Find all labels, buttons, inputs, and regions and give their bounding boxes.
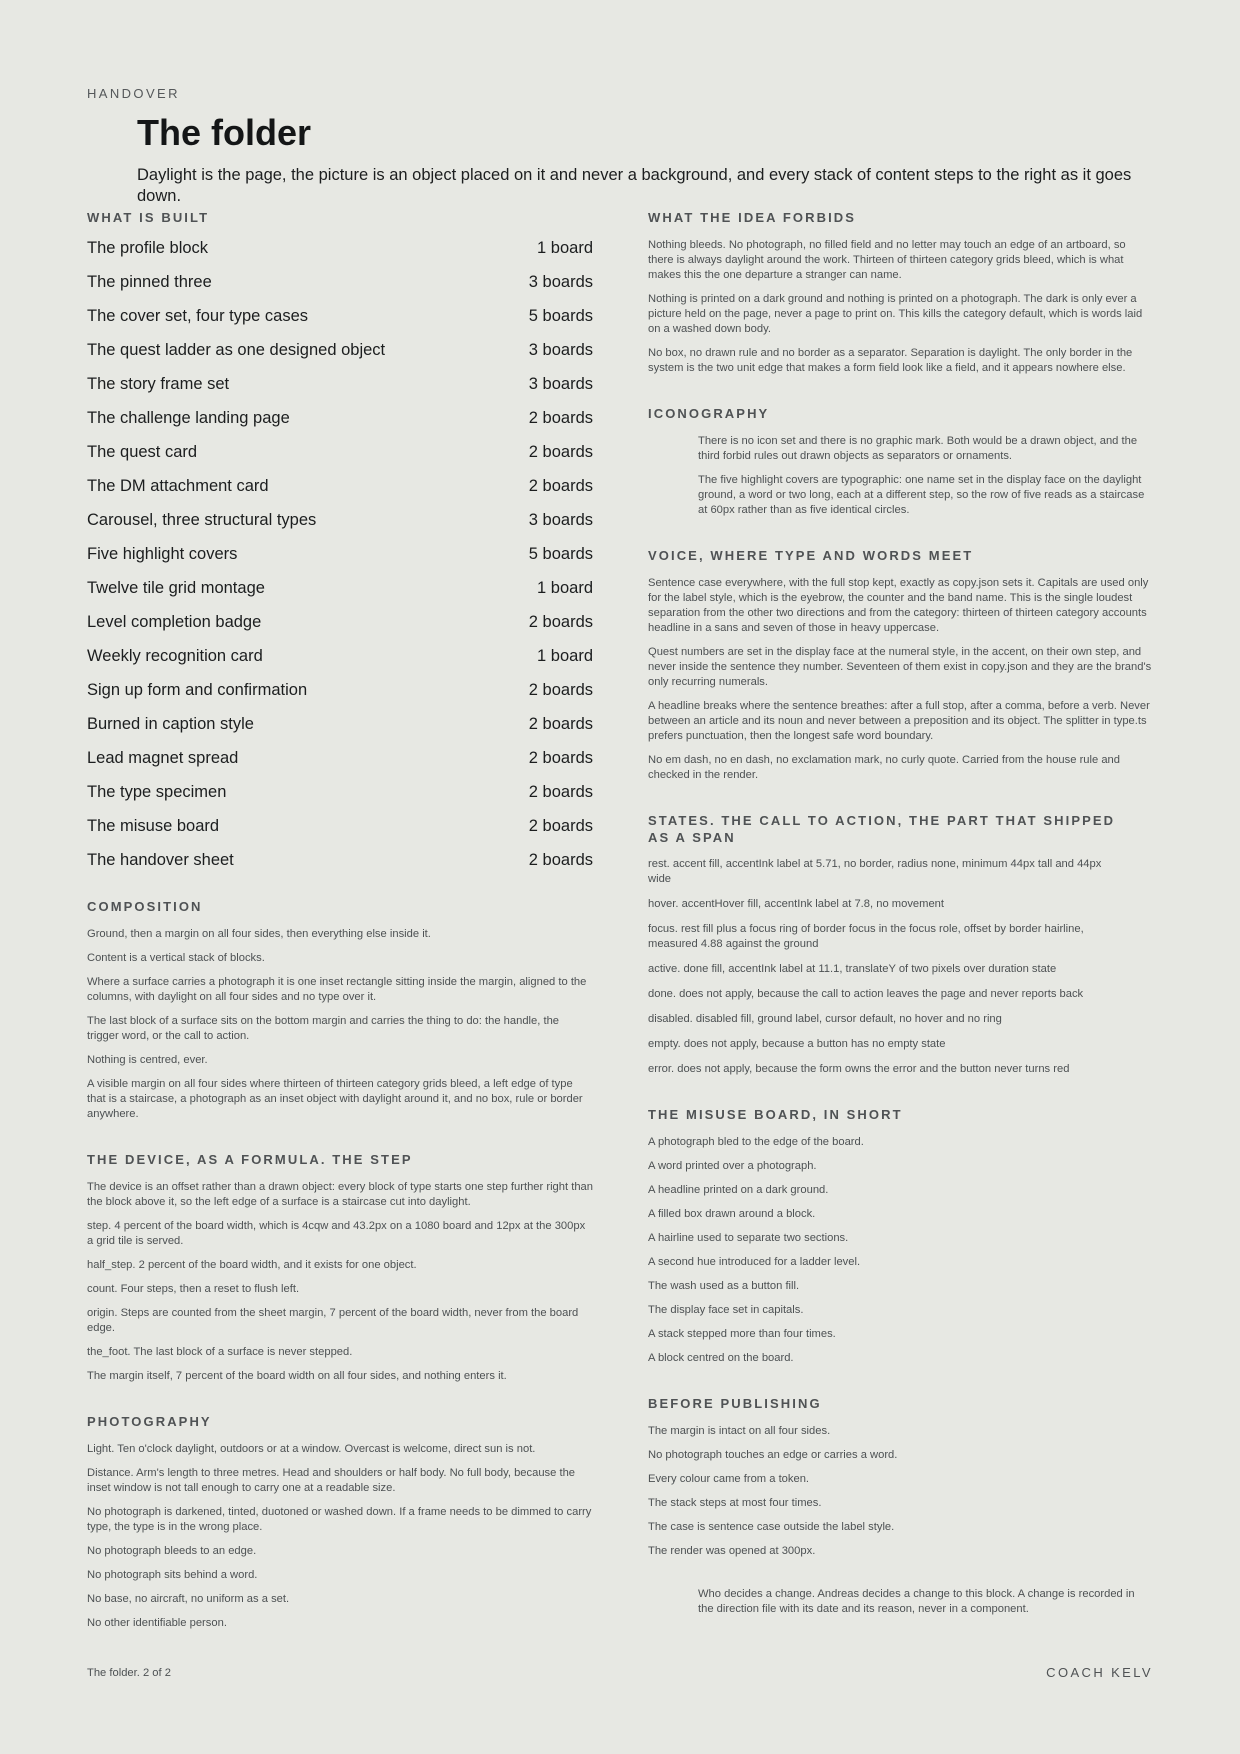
built-item-count: 3 boards: [528, 510, 593, 529]
built-item-name: Weekly recognition card: [87, 646, 263, 665]
voice-section: [648, 548, 1153, 783]
built-label: WHAT IS BUILT: [87, 210, 210, 225]
built-row: [87, 510, 593, 544]
paragraph: A stack stepped more than four times.: [648, 1328, 836, 1341]
voice-label: VOICE, WHERE TYPE AND WORDS MEET: [648, 547, 974, 563]
built-item-name: The misuse board: [87, 816, 220, 835]
iconography-label: ICONOGRAPHY: [648, 405, 770, 421]
paragraph: The margin itself, 7 percent of the board width on all four sides, and nothing enters it.: [87, 1369, 507, 1382]
built-item-name: The quest card: [87, 442, 198, 461]
paragraph: No photograph bleeds to an edge.: [87, 1544, 257, 1557]
built-item-count: 3 boards: [528, 272, 593, 291]
paragraph: A photograph bled to the edge of the board.: [648, 1136, 864, 1149]
before-label: BEFORE PUBLISHING: [648, 1396, 822, 1412]
built-item-count: 3 boards: [528, 374, 593, 393]
paragraph: empty. does not apply, because a button has no empty state: [648, 1038, 946, 1051]
before-body: [648, 1424, 1153, 1559]
paragraph: A word printed over a photograph.: [648, 1160, 817, 1173]
paragraph: The stack steps at most four times.: [648, 1497, 822, 1510]
built-row: [87, 714, 593, 748]
page-title: The folder: [137, 112, 312, 153]
paragraph: A block centred on the board.: [648, 1352, 794, 1365]
built-row: [87, 646, 593, 680]
photography-section: [87, 1414, 593, 1631]
built-row: [87, 442, 593, 476]
paragraph: A headline printed on a dark ground.: [648, 1184, 829, 1197]
misuse-label: THE MISUSE BOARD, IN SHORT: [648, 1107, 903, 1123]
built-item-name: The story frame set: [87, 374, 230, 393]
paragraph: A filled box drawn around a block.: [648, 1208, 816, 1221]
paragraph: No other identifiable person.: [87, 1616, 227, 1629]
paragraph: The device is an offset rather than a drawn object: every block of type starts one step further right than the block above it, so the left edge of a surface is a staircase cut into daylight.: [87, 1180, 593, 1208]
built-item-count: 2 boards: [528, 714, 593, 733]
built-item-count: 2 boards: [528, 680, 593, 699]
built-item-count: 2 boards: [528, 612, 593, 631]
composition-label: COMPOSITION: [87, 898, 203, 914]
built-item-name: The challenge landing page: [87, 408, 290, 427]
footer-page-count: The folder. 2 of 2: [87, 1667, 171, 1679]
paragraph: step. 4 percent of the board width, which is 4cqw and 43.2px on a 1080 board and 12px at the 300px a grid tile is served.: [87, 1219, 586, 1247]
paragraph: focus. rest fill plus a focus ring of border focus in the focus role, offset by border hairline, measured 4.88 against the ground: [648, 923, 1084, 951]
page: [87, 86, 1153, 1629]
paragraph: No photograph touches an edge or carries a word.: [648, 1449, 898, 1462]
built-item-count: 2 boards: [528, 408, 593, 427]
built-item-count: 2 boards: [528, 476, 593, 495]
built-item-count: 1 board: [537, 238, 593, 257]
states-section: [648, 813, 1153, 1078]
composition-section: [87, 899, 593, 1122]
paragraph: Every colour came from a token.: [648, 1473, 810, 1486]
built-item-count: 2 boards: [528, 442, 593, 461]
paragraph: Content is a vertical stack of blocks.: [87, 951, 265, 964]
photography-body: [87, 1442, 593, 1631]
paragraph: Nothing bleeds. No photograph, no filled field and no letter may touch an edge of an artboard, so there is always daylight around the work. Thirteen of thirteen category grids bleed, which is what makes this the one departure a stranger can name.: [648, 238, 1126, 281]
built-item-count: 3 boards: [528, 340, 593, 359]
misuse-section: [648, 1107, 1153, 1366]
built-item-count: 5 boards: [528, 306, 593, 325]
states-body: [648, 857, 1118, 1077]
paragraph: No box, no drawn rule and no border as a separator. Separation is daylight. The only border in the system is the two unit edge that makes a form field look like a field, and it appears nowhere else.: [648, 346, 1133, 374]
built-row: [87, 272, 593, 306]
built-item-count: 2 boards: [528, 748, 593, 767]
paragraph: hover. accentHover fill, accentInk label at 7.8, no movement: [648, 898, 945, 911]
paragraph: Distance. Arm's length to three metres. Head and shoulders or half body. No full body, because the inset window is not tall enough to carry one at a readable size.: [87, 1466, 576, 1494]
built-item-name: Five highlight covers: [87, 544, 238, 563]
built-item-name: The pinned three: [87, 272, 212, 291]
built-row: [87, 544, 593, 578]
built-item-name: Burned in caption style: [87, 714, 254, 733]
built-row: [87, 340, 593, 374]
built-item-count: 2 boards: [528, 782, 593, 801]
eyebrow: HANDOVER: [87, 86, 180, 101]
paragraph: The last block of a surface sits on the bottom margin and carries the thing to do: the handle, the trigger word, or the call to action.: [87, 1014, 560, 1042]
built-row: [87, 306, 593, 340]
paragraph: Light. Ten o'clock daylight, outdoors or at a window. Overcast is welcome, direct sun is not.: [87, 1442, 536, 1455]
built-item-name: The cover set, four type cases: [87, 306, 309, 325]
iconography-body: [648, 434, 1153, 518]
built-item-count: 2 boards: [528, 816, 593, 835]
iconography-section: [648, 406, 1153, 518]
paragraph: No photograph sits behind a word.: [87, 1568, 258, 1581]
standfirst: Daylight is the page, the picture is an object placed on it and never a background, and every stack of content steps to the right as it goes down.: [137, 166, 1132, 206]
built-item-name: Lead magnet spread: [87, 748, 239, 767]
paragraph: rest. accent fill, accentInk label at 5.71, no border, radius none, minimum 44px tall and 44px wide: [648, 858, 1102, 886]
photography-label: PHOTOGRAPHY: [87, 1413, 212, 1429]
built-item-name: Twelve tile grid montage: [87, 578, 265, 597]
paragraph: disabled. disabled fill, ground label, cursor default, no hover and no ring: [648, 1013, 1002, 1026]
built-item-count: 1 board: [537, 578, 593, 597]
paragraph: There is no icon set and there is no graphic mark. Both would be a drawn object, and the third forbid rules out drawn objects as separators or ornaments.: [698, 434, 1138, 462]
misuse-body: [648, 1135, 1153, 1366]
built-row: [87, 680, 593, 714]
built-row: [87, 816, 593, 850]
paragraph: No base, no aircraft, no uniform as a set.: [87, 1592, 290, 1605]
built-row: [87, 408, 593, 442]
built-item-name: Sign up form and confirmation: [87, 680, 308, 699]
forbids-section: [648, 210, 1153, 376]
states-label: STATES. THE CALL TO ACTION, THE PART THAT SHIPPED AS A SPAN: [648, 812, 1116, 845]
built-row: [87, 476, 593, 510]
built-row: [87, 850, 593, 884]
paragraph: The display face set in capitals.: [648, 1304, 804, 1317]
paragraph: The wash used as a button fill.: [648, 1280, 800, 1293]
paragraph: done. does not apply, because the call to action leaves the page and never reports back: [648, 988, 1084, 1001]
built-item-name: The profile block: [87, 238, 209, 257]
paragraph: active. done fill, accentInk label at 11.1, translateY of two pixels over duration state: [648, 963, 1057, 976]
before-section: [648, 1396, 1153, 1559]
paragraph: A second hue introduced for a ladder level.: [648, 1256, 861, 1269]
right-column: [648, 210, 1153, 1626]
paragraph: the_foot. The last block of a surface is never stepped.: [87, 1345, 353, 1358]
built-item-name: Level completion badge: [87, 612, 262, 631]
paragraph: The five highlight covers are typographic: one name set in the display face on the daylight ground, a word or two long, each at a different step, so the row of five reads as a staircase at 60px rather than as five identical circles.: [698, 473, 1145, 516]
paragraph: error. does not apply, because the form owns the error and the button never turns red: [648, 1063, 1070, 1076]
built-row: [87, 578, 593, 612]
built-row: [87, 612, 593, 646]
built-row: [87, 782, 593, 816]
paragraph: The case is sentence case outside the label style.: [648, 1521, 895, 1534]
built-item-name: The quest ladder as one designed object: [87, 340, 386, 359]
built-row: [87, 374, 593, 408]
footer-brand: COACH KELV: [1046, 1665, 1153, 1680]
paragraph: A visible margin on all four sides where thirteen of thirteen category grids bleed, a left edge of type that is a staircase, a photograph as an inset object with daylight around it, and no box, rule or border anywhere.: [87, 1077, 583, 1120]
paragraph: Ground, then a margin on all four sides, then everything else inside it.: [87, 927, 431, 940]
device-label: THE DEVICE, AS A FORMULA. THE STEP: [87, 1151, 413, 1167]
paragraph: No em dash, no en dash, no exclamation mark, no curly quote. Carried from the house rule and checked in the render.: [648, 753, 1120, 781]
paragraph: Quest numbers are set in the display face at the numeral style, in the accent, on their own step, and never inside the sentence they number. Seventeen of them exist in copy.json and they are the brand's only recurring numerals.: [648, 645, 1152, 688]
built-item-name: The DM attachment card: [87, 476, 269, 495]
built-row: [87, 238, 593, 272]
change-note: Who decides a change. Andreas decides a change to this block. A change is recorded in the direction file with its date and its reason, never in a component.: [698, 1588, 1135, 1616]
paragraph: A hairline used to separate two sections.: [648, 1232, 849, 1245]
built-item-count: 2 boards: [528, 850, 593, 869]
paragraph: The render was opened at 300px.: [648, 1545, 816, 1558]
built-list: [87, 238, 593, 884]
paragraph: A headline breaks where the sentence breathes: after a full stop, after a comma, before a verb. Never between an article and its noun and never between a preposition and its object. The splitter in type.ts prefers punctuation, then the longest safe word boundary.: [648, 699, 1150, 742]
device-body: [87, 1180, 593, 1384]
built-item-name: The handover sheet: [87, 850, 234, 869]
paragraph: Nothing is printed on a dark ground and nothing is printed on a photograph. The dark is only ever a picture held on the page, never a page to print on. This kills the category default, which is words laid on a washed down body.: [648, 292, 1143, 335]
paragraph: half_step. 2 percent of the board width, and it exists for one object.: [87, 1258, 417, 1271]
paragraph: Nothing is centred, ever.: [87, 1053, 208, 1066]
voice-body: [648, 576, 1153, 783]
device-section: [87, 1152, 593, 1384]
composition-body: [87, 927, 593, 1122]
forbids-body: [648, 238, 1153, 376]
paragraph: count. Four steps, then a reset to flush left.: [87, 1282, 300, 1295]
left-column: [87, 210, 593, 1640]
built-item-name: The type specimen: [87, 782, 227, 801]
paragraph: The margin is intact on all four sides.: [648, 1425, 831, 1438]
built-item-count: 5 boards: [528, 544, 593, 563]
paragraph: Where a surface carries a photograph it is one inset rectangle sitting inside the margin, aligned to the columns, with daylight on all four sides and no type over it.: [87, 975, 587, 1003]
forbids-label: WHAT THE IDEA FORBIDS: [648, 210, 857, 225]
paragraph: Sentence case everywhere, with the full stop kept, exactly as copy.json sets it. Capitals are used only for the label style, which is the eyebrow, the counter and the band name. This is the single loudest separation from the other two directions and from the category: thirteen of thirteen category accounts headline in a sans and seven of those in heavy uppercase.: [648, 576, 1149, 634]
built-row: [87, 748, 593, 782]
built-item-name: Carousel, three structural types: [87, 510, 317, 529]
paragraph: origin. Steps are counted from the sheet margin, 7 percent of the board width, never from the board edge.: [87, 1306, 579, 1334]
paragraph: No photograph is darkened, tinted, duotoned or washed down. If a frame needs to be dimmed to carry type, the type is in the wrong place.: [87, 1505, 592, 1533]
built-item-count: 1 board: [537, 646, 593, 665]
